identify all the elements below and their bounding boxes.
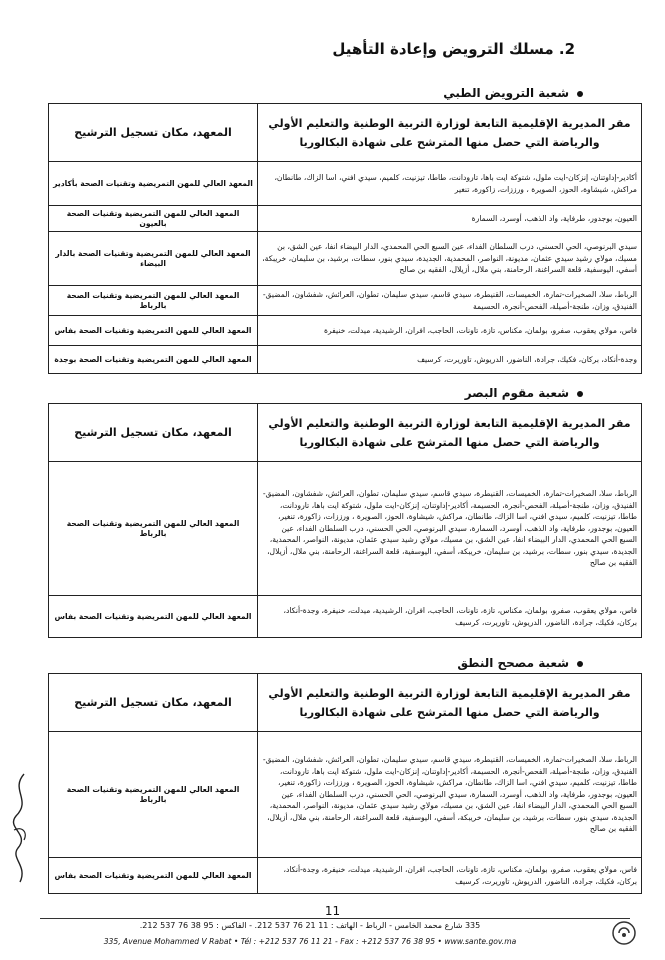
table-row-directorates: الرباط، سلا، الصخيرات-تمارة، الخميسات، القنيطرة، سيدي قاسم، سيدي سليمان، تطوان، العرائش، شفشاون، المضيق-الفنيدق، وزان، طنجة-أصيلة، الفحص-أنجرة، الحسيمة، أكادير-إداوتنان، إنزكان-ايت ملول، شتوكة ايت باها، تارودانت، طاطا، تيزنيت، كلميم، سيدي افني، اسا الزاك، طانطان، مراكش، شيشاوة، الحوز، الصويرة ، ورززات، زاكورة، تنغير، العيون، بوجدور، طرفاية، واد الذهب، أوسرد، السمارة، سيدي البرنوصي، الحي الحسني، درب السلطان الفداء، عين السبع الحي المحمدي، الدار البيضاء انفا، عين الشق، بن مسيك، مولاي رشيد سيدي عثمان، مديونة، النواصر، المحمدية، الجديدة، سيدي بنور، سطات، برشيد، بن سليمان، خريبكة، أسفي، اليوسفية، قلعة السراغنة، الرحامنة، بني ملال، أزيلال، الفقيه بن صالح [258,732,642,858]
table-physio [48,103,642,374]
table-row-institute: المعهد العالي للمهن التمريضية وتقنيات الصحة بفاس [49,316,258,346]
table-row-institute: المعهد العالي للمهن التمريضية وتقنيات الصحة بفاس [49,596,258,638]
signature-mark [4,770,38,890]
table-row-institute: المعهد العالي للمهن التمريضية وتقنيات الصحة بالرباط [49,462,258,596]
table-speech [48,673,642,894]
header-institute: المعهد، مكان تسجيل الترشيح [49,404,258,462]
table-row-institute: المعهد العالي للمهن التمريضية وتقنيات الصحة بالعيون [49,206,258,232]
header-institute: المعهد، مكان تسجيل الترشيح [49,674,258,732]
table-row-directorates: العيون، بوجدور، طرفاية، واد الذهب، أوسرد، السمارة [258,206,642,232]
header-institute: المعهد، مكان تسجيل الترشيح [49,104,258,162]
ministry-logo-icon [611,920,637,946]
header-directorate: مقر المديرية الإقليمية التابعة لوزارة التربية الوطنية والتعليم الأولي والرياضة التي حصل منها المترشح على شهادة البكالوريا [258,404,642,462]
section-title: 2. مسلك الترويض وإعادة التأهيل [332,40,575,58]
footer-address-arabic: 335 شارع محمد الخامس - الرباط - الهاتف : 11 21 76 537 212. - الفاكس : 95 38 76 537 212. [139,921,481,930]
table-row-directorates: الرباط، سلا، الصخيرات-تمارة، الخميسات، القنيطرة، سيدي قاسم، سيدي سليمان، تطوان، العرائش، شفشاون، المضيق-الفنيدق، وزان، طنجة-أصيلة، الفحص-أنجرة، الحسيمة، أكادير-إداوتنان، إنزكان-ايت ملول، شتوكة ايت باها، تارودانت، طاطا، تيزنيت، كلميم، سيدي افني، اسا الزاك، طانطان، مراكش، شيشاوة، الحوز، الصويرة ، ورززات، زاكورة، تنغير، العيون، بوجدور، طرفاية، واد الذهب، أوسرد، السمارة، سيدي البرنوصي، الحي الحسني، درب السلطان الفداء، عين السبع الحي المحمدي، الدار البيضاء انفا، عين الشق، بن مسيك، مولاي رشيد سيدي عثمان، مديونة، النواصر، المحمدية، الجديدة، سيدي بنور، سطات، برشيد، بن سليمان، خريبكة، أسفي، اليوسفية، قلعة السراغنة، الرحامنة، بني ملال، أزيلال، الفقيه بن صالح [258,462,642,596]
table-row-institute: المعهد العالي للمهن التمريضية وتقنيات الصحة بوجدة [49,346,258,374]
table-row-directorates: فاس، مولاي يعقوب، صفرو، بولمان، مكناس، تازة، تاونات، الحاجب، افران، الرشيدية، ميدلت، خنيفرة، وجدة-أنكاد، بركان، فكيك، جرادة، الناضور، الدريوش، تاوريرت، كرسيف [258,858,642,894]
header-directorate: مقر المديرية الإقليمية التابعة لوزارة التربية الوطنية والتعليم الأولي والرياضة التي حصل منها المترشح على شهادة البكالوريا [258,674,642,732]
table-row-directorates: الرباط، سلا، الصخيرات-تمارة، الخميسات، القنيطرة، سيدي قاسم، سيدي سليمان، تطوان، العرائش، شفشاون، المضيق-الفنيدق، وزان، طنجة-أصيلة، الفحص-أنجرة، الحسيمة [258,286,642,316]
table-row-institute: المعهد العالي للمهن التمريضية وتقنيات الصحة بالرباط [49,732,258,858]
table-row-directorates: فاس، مولاي يعقوب، صفرو، بولمان، مكناس، تازة، تاونات، الحاجب، افران، الرشيدية، ميدلت، خنيفرة [258,316,642,346]
table-optometry [48,403,642,638]
table-row-directorates: أكادير-إداوتنان، إنزكان-ايت ملول، شتوكة ايت باها، تارودانت، طاطا، تيزنيت، كلميم، سيدي افني، اسا الزاك، طانطان، مراكش، شيشاوة، الحوز، الصويرة ، ورززات، زاكورة، تنغير [258,162,642,206]
table-row-directorates: وجدة-أنكاد، بركان، فكيك، جرادة، الناضور، الدريوش، تاوريرت، كرسيف [258,346,642,374]
table-row-directorates: سيدي البرنوصي، الحي الحسني، درب السلطان الفداء، عين السبع الحي المحمدي، الدار البيضاء انفا، عين الشق، بن مسيك، مولاي رشيد سيدي عثمان، مديونة، النواصر، المحمدية، الجديدة، سيدي بنور، سطات، برشيد، بن سليمان، خريبكة، أسفي، اليوسفية، قلعة السراغنة، الرحامنة، بني ملال، أزيلال، الفقيه بن صالح [258,232,642,286]
table-row-institute: المعهد العالي للمهن التمريضية وتقنيات الصحة بأكادير [49,162,258,206]
table-row-institute: المعهد العالي للمهن التمريضية وتقنيات الصحة بالدار البيضاء [49,232,258,286]
subsection-title-speech: شعبة مصحح النطق [457,656,569,670]
page-number: 11 [324,904,341,918]
table-row-institute: المعهد العالي للمهن التمريضية وتقنيات الصحة بفاس [49,858,258,894]
subsection-title-optometry: شعبة مقوم البصر [464,386,569,400]
table-row-directorates: فاس، مولاي يعقوب، صفرو، بولمان، مكناس، تازة، تاونات، الحاجب، افران، الرشيدية، ميدلت، خنيفرة، وجدة-أنكاد، بركان، فكيك، جرادة، الناضور، الدريوش، تاوريرت، كرسيف [258,596,642,638]
subsection-title-physio: شعبة الترويض الطبي [443,86,569,100]
table-row-institute: المعهد العالي للمهن التمريضية وتقنيات الصحة بالرباط [49,286,258,316]
footer-address-latin: 335, Avenue Mohammed V Rabat • Tél : +212 537 76 11 21 - Fax : +212 537 76 38 95 • www.sante.gov.ma [103,937,517,946]
header-directorate: مقر المديرية الإقليمية التابعة لوزارة التربية الوطنية والتعليم الأولي والرياضة التي حصل منها المترشح على شهادة البكالوريا [258,104,642,162]
footer-divider [40,918,630,919]
